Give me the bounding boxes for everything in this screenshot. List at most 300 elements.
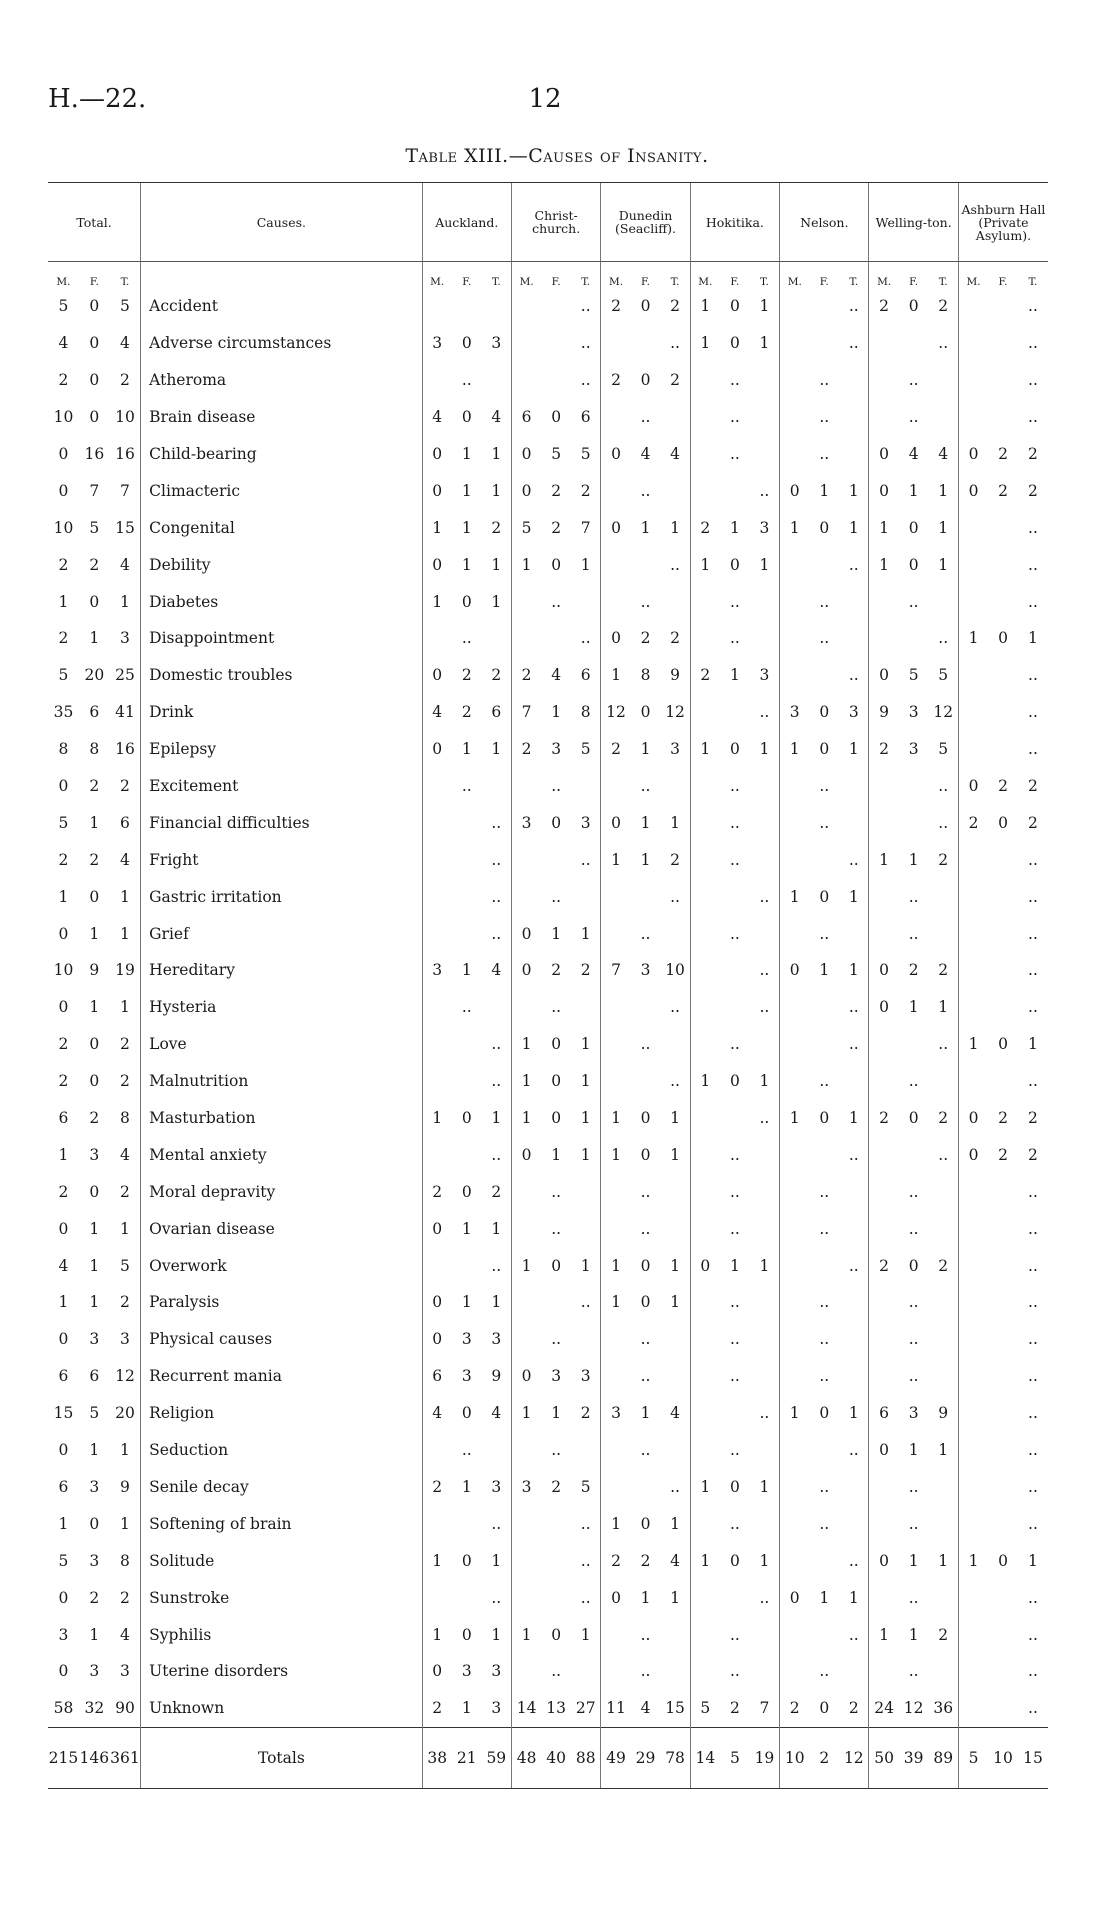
- nelson-m-cell: [780, 436, 810, 473]
- nelson-m-cell: 1: [780, 878, 810, 915]
- wellington-m-cell: 0: [869, 1542, 899, 1579]
- auckland-m-cell: [422, 1063, 452, 1100]
- dunedin-m-cell: [601, 1321, 631, 1358]
- christchurch-m-cell: 0: [511, 952, 541, 989]
- nelson-t-cell: [839, 362, 869, 399]
- nelson-t-cell: ..: [848, 998, 859, 1017]
- hokitika-t-cell: [750, 436, 780, 473]
- total-f-cell: 2: [89, 1588, 100, 1607]
- hokitika-t-cell: [750, 620, 780, 657]
- ashburn-f-cell: 2: [998, 445, 1008, 463]
- auckland-m-cell: [422, 841, 452, 878]
- nelson-f-cell: ..: [819, 371, 830, 390]
- auckland-m-cell: 3: [422, 325, 452, 362]
- hokitika-t-cell: [750, 1026, 780, 1063]
- hokitika-f-cell: 2: [729, 1699, 740, 1718]
- wellington-t-cell: [929, 1063, 959, 1100]
- dunedin-f-cell: ..: [640, 1367, 651, 1386]
- nelson-f-cell: ..: [819, 1367, 830, 1386]
- hokitika-f-cell: 0: [729, 1477, 740, 1496]
- hokitika-f-cell: 1: [729, 1256, 740, 1275]
- ashburn-f-cell: [988, 546, 1018, 583]
- dunedin-m-cell: 1: [601, 841, 631, 878]
- total-f-cell: 9: [89, 961, 100, 980]
- total-t-cell: 2: [120, 1588, 130, 1607]
- hokitika-m-cell: 1: [690, 288, 720, 325]
- ashburn-t-cell: 2: [1028, 1109, 1038, 1128]
- table-row: [48, 1505, 1048, 1542]
- nelson-m-cell: [780, 325, 810, 362]
- auckland-f-cell: [452, 1247, 482, 1284]
- auckland-m-cell: 0: [422, 731, 452, 768]
- auckland-t-cell: 3: [491, 1699, 502, 1718]
- total-t-cell: 5: [120, 1256, 130, 1275]
- dunedin-t-cell: 1: [670, 1145, 680, 1164]
- nelson-m-cell: 0: [780, 1579, 810, 1616]
- hokitika-m-cell: [690, 1505, 720, 1542]
- auckland-t-cell: ..: [491, 1588, 502, 1607]
- ashburn-m-cell: [958, 915, 988, 952]
- ashburn-m-cell: [958, 1469, 988, 1506]
- hokitika-f-cell: ..: [729, 1514, 740, 1533]
- christchurch-f-cell: 0: [551, 1256, 562, 1275]
- auckland-f-cell: [452, 1026, 482, 1063]
- hokitika-f-cell: 0: [729, 1072, 740, 1091]
- wellington-f-cell: ..: [908, 1293, 919, 1312]
- hokitika-f-cell: ..: [729, 1330, 740, 1349]
- hokitika-m-cell: 1: [690, 1542, 720, 1579]
- auckland-f-cell: 0: [461, 1182, 472, 1201]
- christchurch-t-cell: ..: [580, 1293, 591, 1312]
- nelson-f-cell: 2: [809, 1727, 839, 1788]
- ashburn-f-cell: 2: [998, 1109, 1008, 1128]
- wellington-t-cell: 1: [938, 555, 949, 574]
- christchurch-f-cell: 1: [551, 924, 562, 943]
- auckland-f-cell: 0: [461, 1625, 472, 1644]
- wellington-f-cell: 3: [908, 740, 919, 759]
- ashburn-f-cell: [988, 1284, 1018, 1321]
- ashburn-t-cell: 2: [1028, 777, 1038, 796]
- wellington-f-cell: [899, 325, 929, 362]
- auckland-m-cell: 0: [422, 1321, 452, 1358]
- christchurch-f-cell: 0: [551, 1035, 562, 1054]
- hokitika-f-cell: 5: [720, 1727, 750, 1788]
- cause-label: Adverse circumstances: [149, 334, 332, 353]
- ashburn-t-cell: ..: [1028, 740, 1038, 759]
- auckland-m-cell: 1: [422, 1542, 452, 1579]
- ashburn-m-cell: 0: [958, 768, 988, 805]
- cause-cell: [141, 509, 422, 546]
- ashburn-subheader-m: M.: [958, 262, 988, 289]
- total-m-cell: 2: [58, 1182, 69, 1201]
- total-t-cell: 10: [115, 408, 135, 427]
- wellington-m-cell: [869, 878, 899, 915]
- dunedin-f-cell: ..: [640, 1035, 651, 1054]
- auckland-t-cell: 3: [491, 1330, 502, 1349]
- total-t-cell: 1: [120, 924, 130, 943]
- cause-cell: [141, 546, 422, 583]
- auckland-m-cell: [422, 1579, 452, 1616]
- cause-cell: [141, 1579, 422, 1616]
- wellington-t-cell: 89: [929, 1727, 959, 1788]
- auckland-m-cell: [422, 804, 452, 841]
- dunedin-t-cell: 1: [670, 518, 680, 537]
- cause-label: Child-bearing: [149, 445, 257, 463]
- wellington-t-cell: [929, 583, 959, 620]
- hokitika-f-cell: ..: [729, 850, 740, 869]
- ashburn-t-cell: 2: [1028, 1145, 1038, 1164]
- nelson-t-cell: [839, 583, 869, 620]
- dunedin-t-cell: 1: [670, 1293, 680, 1312]
- ashburn-m-cell: [958, 1284, 988, 1321]
- auckland-t-cell: ..: [491, 924, 502, 943]
- nelson-m-cell: [780, 1173, 810, 1210]
- wellington-m-cell: [869, 362, 899, 399]
- hokitika-m-cell: 1: [690, 1063, 720, 1100]
- wellington-t-cell: 4: [938, 445, 949, 463]
- dunedin-m-cell: 1: [601, 1136, 631, 1173]
- dunedin-t-cell: 1: [670, 1109, 680, 1128]
- dunedin-f-cell: 1: [640, 813, 651, 832]
- cause-label: Religion: [149, 1404, 215, 1423]
- ashburn-f-cell: 10: [988, 1727, 1018, 1788]
- hokitika-m-cell: [690, 841, 720, 878]
- christchurch-f-cell: [541, 362, 571, 399]
- header-christchurch: Christ-church.: [511, 183, 600, 262]
- ashburn-m-cell: [958, 1505, 988, 1542]
- ashburn-t-cell: ..: [1028, 703, 1038, 722]
- total-f-cell: 3: [89, 1662, 100, 1681]
- total-m-cell: 2: [58, 555, 69, 574]
- auckland-m-cell: [422, 989, 452, 1026]
- header-dunedin: Dunedin (Seacliff).: [601, 183, 690, 262]
- wellington-f-cell: ..: [908, 1662, 919, 1681]
- nelson-m-cell: [780, 1616, 810, 1653]
- total-f-cell: 0: [89, 1182, 100, 1201]
- hokitika-f-cell: 0: [729, 297, 740, 316]
- hokitika-m-cell: [690, 1321, 720, 1358]
- dunedin-t-cell: [660, 1358, 690, 1395]
- ashburn-t-cell: ..: [1028, 371, 1038, 390]
- auckland-m-cell: 3: [422, 952, 452, 989]
- christchurch-m-cell: [511, 768, 541, 805]
- auckland-m-cell: 0: [422, 657, 452, 694]
- dunedin-t-cell: [660, 1653, 690, 1690]
- wellington-m-cell: [869, 1210, 899, 1247]
- table-row: [48, 325, 1048, 362]
- dunedin-f-cell: ..: [640, 1330, 651, 1349]
- auckland-f-cell: 1: [461, 445, 472, 463]
- table-row: [48, 1100, 1048, 1137]
- header-row: [48, 183, 1048, 262]
- hokitika-m-cell: 2: [690, 509, 720, 546]
- wellington-f-cell: 1: [908, 1441, 919, 1460]
- hokitika-m-cell: [690, 1026, 720, 1063]
- dunedin-f-cell: 4: [640, 445, 651, 463]
- totals-row: [48, 1727, 1048, 1788]
- ashburn-m-cell: 0: [958, 1136, 988, 1173]
- hokitika-f-cell: ..: [729, 1625, 740, 1644]
- wellington-m-cell: 1: [869, 841, 899, 878]
- total-f-cell: 7: [89, 481, 100, 500]
- nelson-t-cell: ..: [848, 1625, 859, 1644]
- auckland-m-cell: 1: [422, 583, 452, 620]
- ashburn-m-cell: [958, 841, 988, 878]
- ashburn-t-cell: ..: [1028, 1662, 1038, 1681]
- ashburn-m-cell: [958, 1690, 988, 1727]
- table-row: [48, 1469, 1048, 1506]
- auckland-f-cell: 3: [461, 1662, 472, 1681]
- ashburn-m-cell: [958, 325, 988, 362]
- wellington-m-cell: [869, 1653, 899, 1690]
- total-f-cell: 2: [89, 555, 100, 574]
- total-m-cell: 1: [58, 592, 69, 611]
- dunedin-t-cell: [660, 583, 690, 620]
- table-row: [48, 1653, 1048, 1690]
- christchurch-m-cell: 1: [511, 1026, 541, 1063]
- cause-label: Climacteric: [149, 481, 241, 500]
- nelson-f-cell: [809, 657, 839, 694]
- auckland-f-cell: ..: [461, 777, 472, 796]
- hokitika-t-cell: ..: [759, 887, 770, 906]
- wellington-m-cell: 1: [869, 509, 899, 546]
- dunedin-m-cell: [601, 1063, 631, 1100]
- nelson-f-cell: ..: [819, 592, 830, 611]
- cause-cell: [141, 1542, 422, 1579]
- table-row: [48, 509, 1048, 546]
- ashburn-f-cell: [988, 1653, 1018, 1690]
- dunedin-f-cell: 8: [640, 666, 651, 685]
- cause-cell: [141, 657, 422, 694]
- hokitika-f-cell: 0: [729, 555, 740, 574]
- nelson-m-cell: [780, 583, 810, 620]
- auckland-f-cell: 0: [461, 592, 472, 611]
- ashburn-t-cell: ..: [1028, 1404, 1038, 1423]
- ashburn-m-cell: [958, 1173, 988, 1210]
- auckland-m-cell: 1: [422, 1616, 452, 1653]
- dunedin-t-cell: 2: [670, 297, 680, 316]
- total-f-cell: 0: [89, 592, 100, 611]
- nelson-f-cell: ..: [819, 629, 830, 648]
- nelson-f-cell: 0: [819, 703, 830, 722]
- ashburn-t-cell: ..: [1028, 1182, 1038, 1201]
- cause-label: Senile decay: [149, 1477, 249, 1496]
- total-m-cell: 2: [58, 850, 69, 869]
- ashburn-t-cell: ..: [1028, 297, 1038, 316]
- ashburn-f-cell: [988, 1432, 1018, 1469]
- wellington-t-cell: ..: [938, 777, 949, 796]
- wellington-m-cell: [869, 1026, 899, 1063]
- hokitika-m-cell: [690, 1173, 720, 1210]
- nelson-f-cell: 1: [819, 1588, 830, 1607]
- table-row: [48, 1616, 1048, 1653]
- ashburn-f-cell: [988, 583, 1018, 620]
- wellington-t-cell: ..: [938, 1145, 949, 1164]
- hokitika-subheader-f: F.: [730, 276, 740, 288]
- nelson-t-cell: ..: [848, 1145, 859, 1164]
- christchurch-f-cell: 3: [551, 740, 562, 759]
- ashburn-t-cell: 1: [1028, 1035, 1038, 1054]
- dunedin-m-cell: 1: [601, 1284, 631, 1321]
- ashburn-f-cell: [988, 399, 1018, 436]
- auckland-f-cell: ..: [461, 998, 472, 1017]
- christchurch-m-cell: 1: [511, 1063, 541, 1100]
- christchurch-m-cell: [511, 1542, 541, 1579]
- total-t-cell: 12: [115, 1367, 135, 1386]
- ashburn-f-cell: 0: [998, 629, 1008, 648]
- dunedin-m-cell: 0: [601, 509, 631, 546]
- auckland-f-cell: 2: [461, 703, 472, 722]
- hokitika-m-cell: [690, 583, 720, 620]
- auckland-f-cell: 0: [461, 1551, 472, 1570]
- ashburn-f-cell: [988, 1505, 1018, 1542]
- auckland-m-cell: 4: [422, 399, 452, 436]
- nelson-f-cell: 0: [819, 1404, 830, 1423]
- christchurch-m-cell: [511, 841, 541, 878]
- table-row: [48, 731, 1048, 768]
- hokitika-t-cell: [750, 841, 780, 878]
- nelson-f-cell: ..: [819, 408, 830, 427]
- total-t-cell: 1: [120, 998, 130, 1017]
- ashburn-m-cell: [958, 694, 988, 731]
- hokitika-m-cell: [690, 620, 720, 657]
- auckland-f-cell: 1: [461, 518, 472, 537]
- dunedin-t-cell: [660, 1026, 690, 1063]
- dunedin-t-cell: 1: [670, 1588, 680, 1607]
- total-t-cell: 19: [115, 961, 135, 980]
- christchurch-m-cell: [511, 288, 541, 325]
- auckland-m-cell: [422, 878, 452, 915]
- dunedin-m-cell: 11: [601, 1690, 631, 1727]
- wellington-m-cell: [869, 1579, 899, 1616]
- ashburn-subheader-f: F.: [998, 276, 1008, 288]
- ashburn-m-cell: [958, 1653, 988, 1690]
- nelson-f-cell: 1: [819, 481, 830, 500]
- ashburn-t-cell: 2: [1028, 481, 1038, 500]
- total-t-cell: 1: [120, 592, 130, 611]
- nelson-t-cell: [839, 436, 869, 473]
- christchurch-t-cell: ..: [580, 1588, 591, 1607]
- nelson-f-cell: ..: [819, 1662, 830, 1681]
- christchurch-m-cell: 14: [511, 1690, 541, 1727]
- wellington-f-cell: ..: [908, 1219, 919, 1238]
- dunedin-t-cell: ..: [670, 1072, 680, 1091]
- nelson-t-cell: [839, 1063, 869, 1100]
- hokitika-t-cell: 1: [759, 1072, 770, 1091]
- christchurch-f-cell: [541, 1284, 571, 1321]
- hokitika-m-cell: [690, 952, 720, 989]
- auckland-m-cell: [422, 1136, 452, 1173]
- ashburn-f-cell: [988, 878, 1018, 915]
- wellington-f-cell: 4: [908, 445, 919, 463]
- wellington-f-cell: [899, 1136, 929, 1173]
- wellington-f-cell: 5: [908, 666, 919, 685]
- total-f-cell: 1: [89, 1293, 100, 1312]
- cause-label: Masturbation: [149, 1109, 256, 1128]
- nelson-m-cell: [780, 362, 810, 399]
- christchurch-f-cell: 1: [551, 1145, 562, 1164]
- hokitika-m-cell: [690, 1653, 720, 1690]
- auckland-f-cell: ..: [461, 371, 472, 390]
- dunedin-f-cell: ..: [640, 1219, 651, 1238]
- dunedin-t-cell: [660, 1321, 690, 1358]
- total-t-cell: 41: [115, 703, 135, 722]
- table-row: [48, 768, 1048, 805]
- nelson-f-cell: 0: [819, 740, 830, 759]
- total-f-cell: 0: [89, 371, 100, 390]
- hokitika-m-cell: [690, 878, 720, 915]
- total-m-cell: 1: [58, 1514, 69, 1533]
- ashburn-t-cell: ..: [1028, 1699, 1038, 1718]
- hokitika-f-cell: ..: [729, 1182, 740, 1201]
- christchurch-m-cell: 1: [511, 1247, 541, 1284]
- cause-label: Recurrent mania: [149, 1367, 282, 1386]
- christchurch-m-cell: [511, 989, 541, 1026]
- christchurch-m-cell: [511, 1653, 541, 1690]
- hokitika-f-cell: [720, 1100, 750, 1137]
- total-f-cell: 6: [89, 703, 100, 722]
- auckland-m-cell: [422, 1505, 452, 1542]
- ashburn-t-cell: ..: [1028, 961, 1038, 980]
- ashburn-f-cell: [988, 288, 1018, 325]
- auckland-m-cell: [422, 362, 452, 399]
- nelson-m-cell: 3: [780, 694, 810, 731]
- total-f-cell: 3: [89, 1551, 100, 1570]
- dunedin-t-cell: 2: [670, 850, 680, 869]
- total-f-cell: 6: [89, 1367, 100, 1386]
- cause-label: Accident: [149, 297, 218, 316]
- hokitika-t-cell: ..: [759, 481, 770, 500]
- christchurch-f-cell: [541, 841, 571, 878]
- total-t-cell: 1: [120, 1219, 130, 1238]
- christchurch-t-cell: 27: [575, 1699, 596, 1718]
- table-row: [48, 436, 1048, 473]
- christchurch-t-cell: 6: [580, 666, 591, 685]
- total-subheader-t: T.: [120, 276, 130, 288]
- cause-label: Seduction: [149, 1441, 229, 1460]
- total-t-cell: 9: [120, 1477, 130, 1496]
- dunedin-m-cell: 0: [601, 1579, 631, 1616]
- hokitika-m-cell: [690, 362, 720, 399]
- nelson-t-cell: 1: [848, 518, 859, 537]
- auckland-f-cell: [452, 915, 482, 952]
- dunedin-t-cell: 9: [670, 666, 680, 685]
- total-f-cell: 0: [89, 1035, 100, 1054]
- nelson-m-cell: [780, 1542, 810, 1579]
- wellington-t-cell: [929, 1321, 959, 1358]
- nelson-t-cell: [839, 399, 869, 436]
- nelson-f-cell: [809, 1026, 839, 1063]
- dunedin-m-cell: [601, 1616, 631, 1653]
- cause-cell: [141, 362, 422, 399]
- auckland-t-cell: 1: [491, 740, 502, 759]
- auckland-m-cell: 0: [422, 1210, 452, 1247]
- ashburn-t-cell: ..: [1028, 1477, 1038, 1496]
- hokitika-f-cell: ..: [729, 1293, 740, 1312]
- dunedin-m-cell: [601, 768, 631, 805]
- ashburn-m-cell: 0: [958, 472, 988, 509]
- christchurch-f-cell: 1: [551, 703, 562, 722]
- table-row: [48, 657, 1048, 694]
- ashburn-t-cell: ..: [1028, 1625, 1038, 1644]
- cause-cell: [141, 878, 422, 915]
- christchurch-f-cell: 0: [551, 408, 562, 427]
- ashburn-m-cell: [958, 731, 988, 768]
- cause-cell: [141, 1063, 422, 1100]
- christchurch-t-cell: 1: [580, 1072, 591, 1091]
- total-f-cell: 1: [89, 924, 100, 943]
- christchurch-m-cell: [511, 362, 541, 399]
